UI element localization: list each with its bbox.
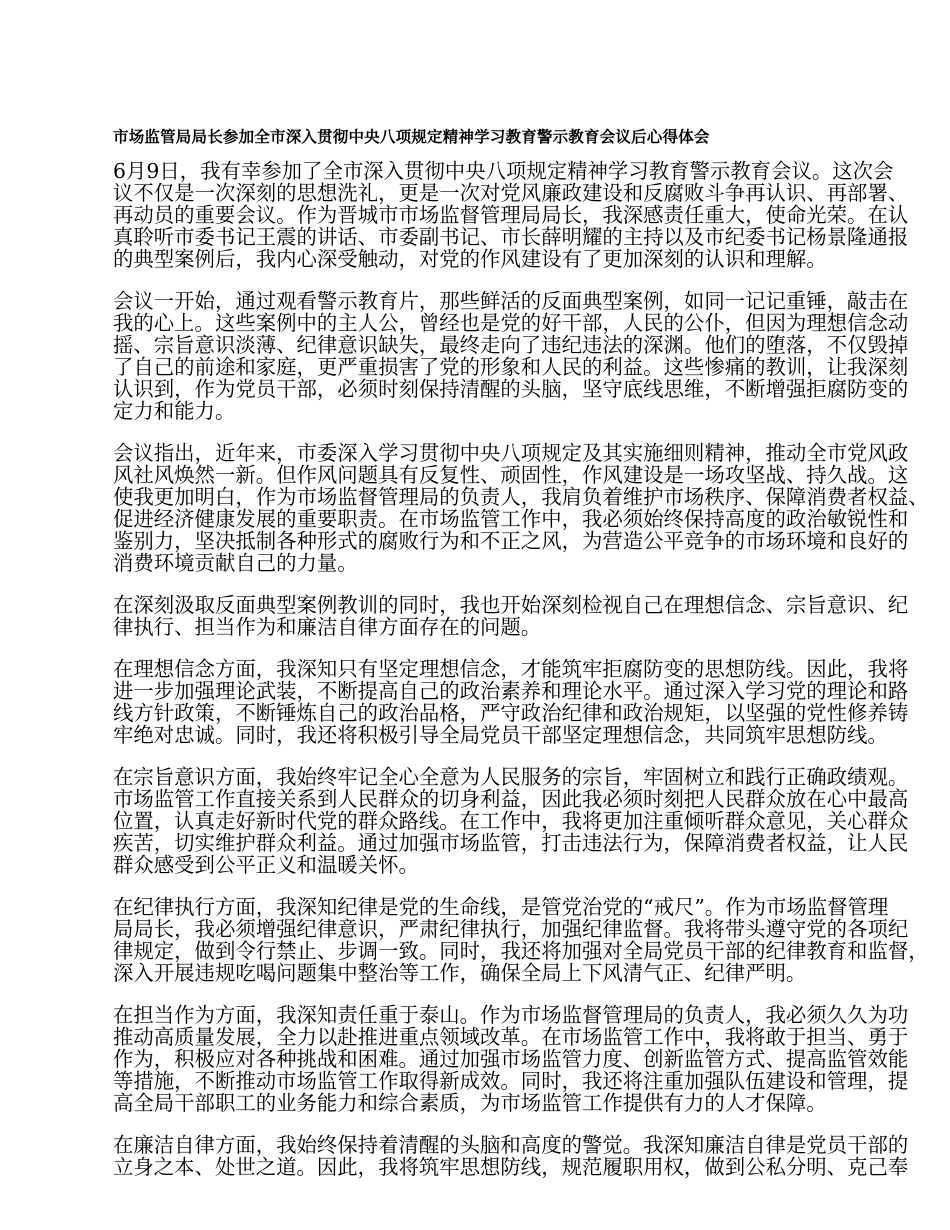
paragraph-line: 律执行、担当作为和廉洁自律方面存在的问题。 [113,615,542,639]
paragraph-line: 使我更加明白，作为市场监督管理局的负责人，我肩负着维护市场秩序、保障消费者权益、 [113,485,929,509]
paragraph-line: 摇、宗旨意识淡薄、纪律意识缺失，最终走向了违纪违法的深渊。他们的堕落，不仅毁掉 [113,333,909,357]
paragraph-line: 在宗旨意识方面，我始终牢记全心全意为人民服务的宗旨，牢固树立和践行正确政绩观。 [113,765,909,789]
paragraph-line: 推动高质量发展，全力以赴推进重点领域改革。在市场监管工作中，我将敢于担当、勇于 [113,1025,909,1049]
paragraph-line: 认识到，作为党员干部，必须时刻保持清醒的头脑，坚守底线思维，不断增强拒腐防变的 [113,377,909,401]
paragraph-line: 高全局干部职工的业务能力和综合素质，为市场监管工作提供有力的人才保障。 [113,1091,827,1115]
paragraph-line: 进一步加强理论武装，不断提高自己的政治素养和理论水平。通过深入学习党的理论和路 [113,679,909,703]
paragraph-line: 牢绝对忠诚。同时，我还将积极引导全局党员干部坚定理想信念，共同筑牢思想防线。 [113,723,888,747]
paragraph-line: 在深刻汲取反面典型案例教训的同时，我也开始深刻检视自己在理想信念、宗旨意识、纪 [113,593,909,617]
document-body [113,159,929,1179]
paragraph-line: 立身之本、处世之道。因此，我将筑牢思想防线，规范履职用权，做到公私分明、克己奉 [113,1155,909,1179]
paragraph [113,895,929,985]
paragraph-line: 深入开展违规吃喝问题集中整治等工作，确保全局上下风清气正、纪律严明。 [113,961,807,985]
paragraph-line: 在廉洁自律方面，我始终保持着清醒的头脑和高度的警觉。我深知廉洁自律是党员干部的 [113,1133,909,1157]
paragraph-line: 群众感受到公平正义和温暖关怀。 [113,853,419,877]
paragraph-line: 会议一开始，通过观看警示教育片，那些鲜活的反面典型案例，如同一记记重锤，敲击在 [113,289,909,313]
paragraph [113,441,929,575]
paragraph [113,289,909,423]
document-title: 市场监管局局长参加全市深入贯彻中央八项规定精神学习教育警示教育会议后心得体会 [113,128,710,146]
paragraph-line: 在纪律执行方面，我深知纪律是党的生命线，是管党治党的“戒尺”。作为市场监督管理 [113,895,889,919]
paragraph-line: 议不仅是一次深刻的思想洗礼，更是一次对党风廉政建设和反腐败斗争再认识、再部署、 [113,181,909,205]
paragraph-line: 疾苦，切实维护群众利益。通过加强市场监管，打击违法行为，保障消费者权益，让人民 [113,831,909,855]
paragraph [113,593,909,639]
paragraph [113,1133,909,1179]
paragraph-line: 促进经济健康发展的重要职责。在市场监管工作中，我必须始终保持高度的政治敏锐性和 [113,507,909,531]
paragraph-line: 了自己的前途和家庭，更严重损害了党的形象和人民的利益。这些惨痛的教训，让我深刻 [113,355,909,379]
paragraph-line: 局局长，我必须增强纪律意识，严肃纪律执行，加强纪律监督。我将带头遵守党的各项纪 [113,917,909,941]
paragraph [113,159,909,271]
paragraph-line: 消费环境贡献自己的力量。 [113,551,358,575]
paragraph-line: 定力和能力。 [113,399,236,423]
paragraph-line: 的典型案例后，我内心深受触动，对党的作风建设有了更加深刻的认识和理解。 [113,247,827,271]
paragraph-line: 位置，认真走好新时代党的群众路线。在工作中，我将更加注重倾听群众意见，关心群众 [113,809,909,833]
paragraph [113,657,909,747]
paragraph-line: 在担当作为方面，我深知责任重于泰山。作为市场监督管理局的负责人，我必须久久为功 [113,1003,909,1027]
paragraph-line: 市场监管工作直接关系到人民群众的切身利益，因此我必须时刻把人民群众放在心中最高 [113,787,909,811]
paragraph-line: 风社风焕然一新。但作风问题具有反复性、顽固性，作风建设是一场攻坚战、持久战。这 [113,463,909,487]
paragraph-line: 鉴别力，坚决抵制各种形式的腐败行为和不正之风，为营造公平竞争的市场环境和良好的 [113,529,909,553]
paragraph-line: 作为，积极应对各种挑战和困难。通过加强市场监管力度、创新监管方式、提高监管效能 [113,1047,909,1071]
paragraph-line: 我的心上。这些案例中的主人公，曾经也是党的好干部，人民的公仆，但因为理想信念动 [113,311,909,335]
paragraph-line: 会议指出，近年来，市委深入学习贯彻中央八项规定及其实施细则精神，推动全市党风政 [113,441,909,465]
paragraph-line: 6月9日，我有幸参加了全市深入贯彻中央八项规定精神学习教育警示教育会议。这次会 [113,159,894,183]
paragraph [113,765,909,877]
paragraph-line: 在理想信念方面，我深知只有坚定理想信念，才能筑牢拒腐防变的思想防线。因此，我将 [113,657,909,681]
paragraph-line: 真聆听市委书记王震的讲话、市委副书记、市长薛明耀的主持以及市纪委书记杨景隆通报 [113,225,909,249]
paragraph-line: 线方针政策，不断锤炼自己的政治品格，严守政治纪律和政治规矩，以坚强的党性修养铸 [113,701,909,725]
paragraph-line: 律规定，做到令行禁止、步调一致。同时，我还将加强对全局党员干部的纪律教育和监督， [113,939,929,963]
paragraph-line: 等措施，不断推动市场监管工作取得新成效。同时，我还将注重加强队伍建设和管理，提 [113,1069,909,1093]
document-page [113,126,929,1198]
paragraph-line: 再动员的重要会议。作为晋城市市场监督管理局局长，我深感责任重大，使命光荣。在认 [113,203,909,227]
paragraph [113,1003,909,1115]
